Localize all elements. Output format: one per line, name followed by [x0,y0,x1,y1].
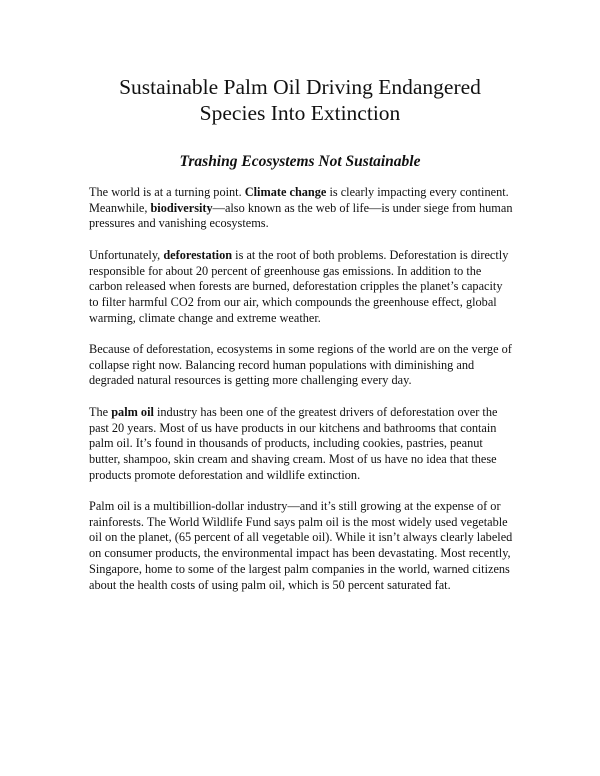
p2-text-c: is at the root of both problems. Deforestation is directly responsible for about 20 percent of greenhouse gas emissions. In addition to the carbon released when forests are burned, deforestation cripples the planet’s capacity to filter harmful CO2 from our air, which compounds the greenhouse effect, global warming, climate change and extreme weather. [89,247,509,325]
paragraph-5: Palm oil is a multibillion-dollar industry—and it’s still growing at the expense of or rainforests. The World Wildlife Fund says palm oil is the most widely used vegetable oil on the planet, (65 percent of all vegetable oil). While it isn’t always clearly labeled on consumer products, the environmental impact has been devastating. Most recently, Singapore, home to some of the largest palm companies in the world, warned citizens about the health costs of using palm oil, which is 50 percent saturated fat. [89,499,513,592]
p4-text-a: The [89,404,112,419]
p1-text-c: is clearly impacting every continent. Meanwhile, [89,185,509,215]
paragraph-3: Because of deforestation, ecosystems in some regions of the world are on the verge of collapse right now. Balancing record human populations with diminishing and degraded natural resources is getting more challenging every day. [89,342,512,388]
document-title [60,74,540,126]
paragraph-4 [89,405,514,484]
paragraph-2 [89,248,514,327]
document-body [89,185,514,609]
title-line-2: Species Into Extinction [199,101,401,125]
p1-bold-biodiversity: biodiversity [150,200,213,215]
p2-text-a: Unfortunately, [89,247,164,262]
p1-bold-climate-change: Climate change [244,185,327,199]
p1-text-e: —also known as the web of life—is under siege from human pressures and vanishing ecosystems. [89,200,513,231]
title-line-1: Sustainable Palm Oil Driving Endangered [119,75,481,99]
p1-text-a: The world is at a turning point. [89,185,245,199]
p4-text-c: industry has been one of the greatest drivers of deforestation over the past 20 years. Most of us have products in our kitchens and bathrooms that contain palm oil. It’s found in thousands of products, including cookies, pastries, peanut butter, shampoo, skin cream and shaving cream. Most of us have no idea that these products promote deforestation and wildlife extinction. [89,404,498,482]
document-subtitle: Trashing Ecosystems Not Sustainable [179,153,421,170]
paragraph-1 [89,185,514,232]
p4-bold-palm-oil: palm oil [111,404,154,419]
p2-bold-deforestation: deforestation [163,247,233,262]
